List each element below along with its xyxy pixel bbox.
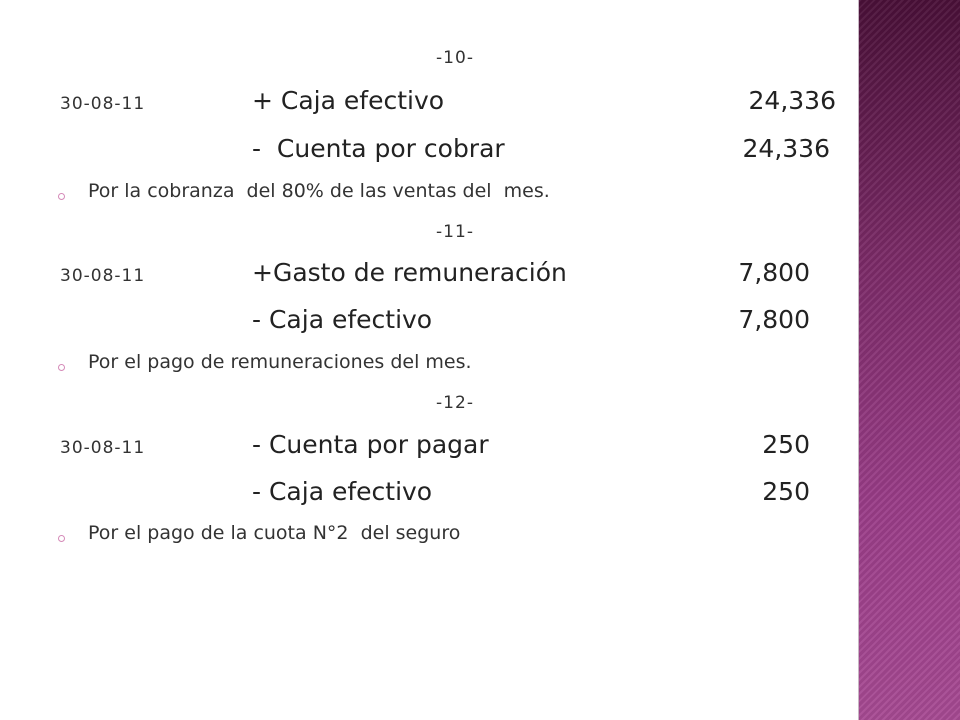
entry-date: 30-08-11 (60, 266, 146, 286)
entry-number: -11- (436, 222, 474, 242)
bullet-icon (58, 364, 65, 371)
debit-account: + Caja efectivo (252, 86, 445, 115)
entry-note: Por el pago de remuneraciones del mes. (88, 351, 472, 373)
entry-date: 30-08-11 (60, 438, 146, 458)
credit-account: - Cuenta por cobrar (252, 134, 505, 163)
debit-amount: 7,800 (738, 258, 810, 287)
decorative-sidebar (858, 0, 960, 720)
debit-account: +Gasto de remuneración (252, 258, 567, 287)
entry-number: -10- (436, 48, 474, 68)
debit-amount: 24,336 (748, 86, 836, 115)
entry-date: 30-08-11 (60, 94, 146, 114)
credit-account: - Caja efectivo (252, 305, 433, 334)
entry-note: Por la cobranza del 80% de las ventas del mes. (88, 180, 550, 202)
credit-amount: 24,336 (742, 134, 830, 163)
entry-number: -12- (436, 393, 474, 413)
credit-amount: 250 (762, 477, 810, 506)
debit-amount: 250 (762, 430, 810, 459)
debit-account: - Cuenta por pagar (252, 430, 489, 459)
entry-note: Por el pago de la cuota N°2 del seguro (88, 522, 461, 544)
credit-account: - Caja efectivo (252, 477, 433, 506)
bullet-icon (58, 193, 65, 200)
bullet-icon (58, 535, 65, 542)
credit-amount: 7,800 (738, 305, 810, 334)
